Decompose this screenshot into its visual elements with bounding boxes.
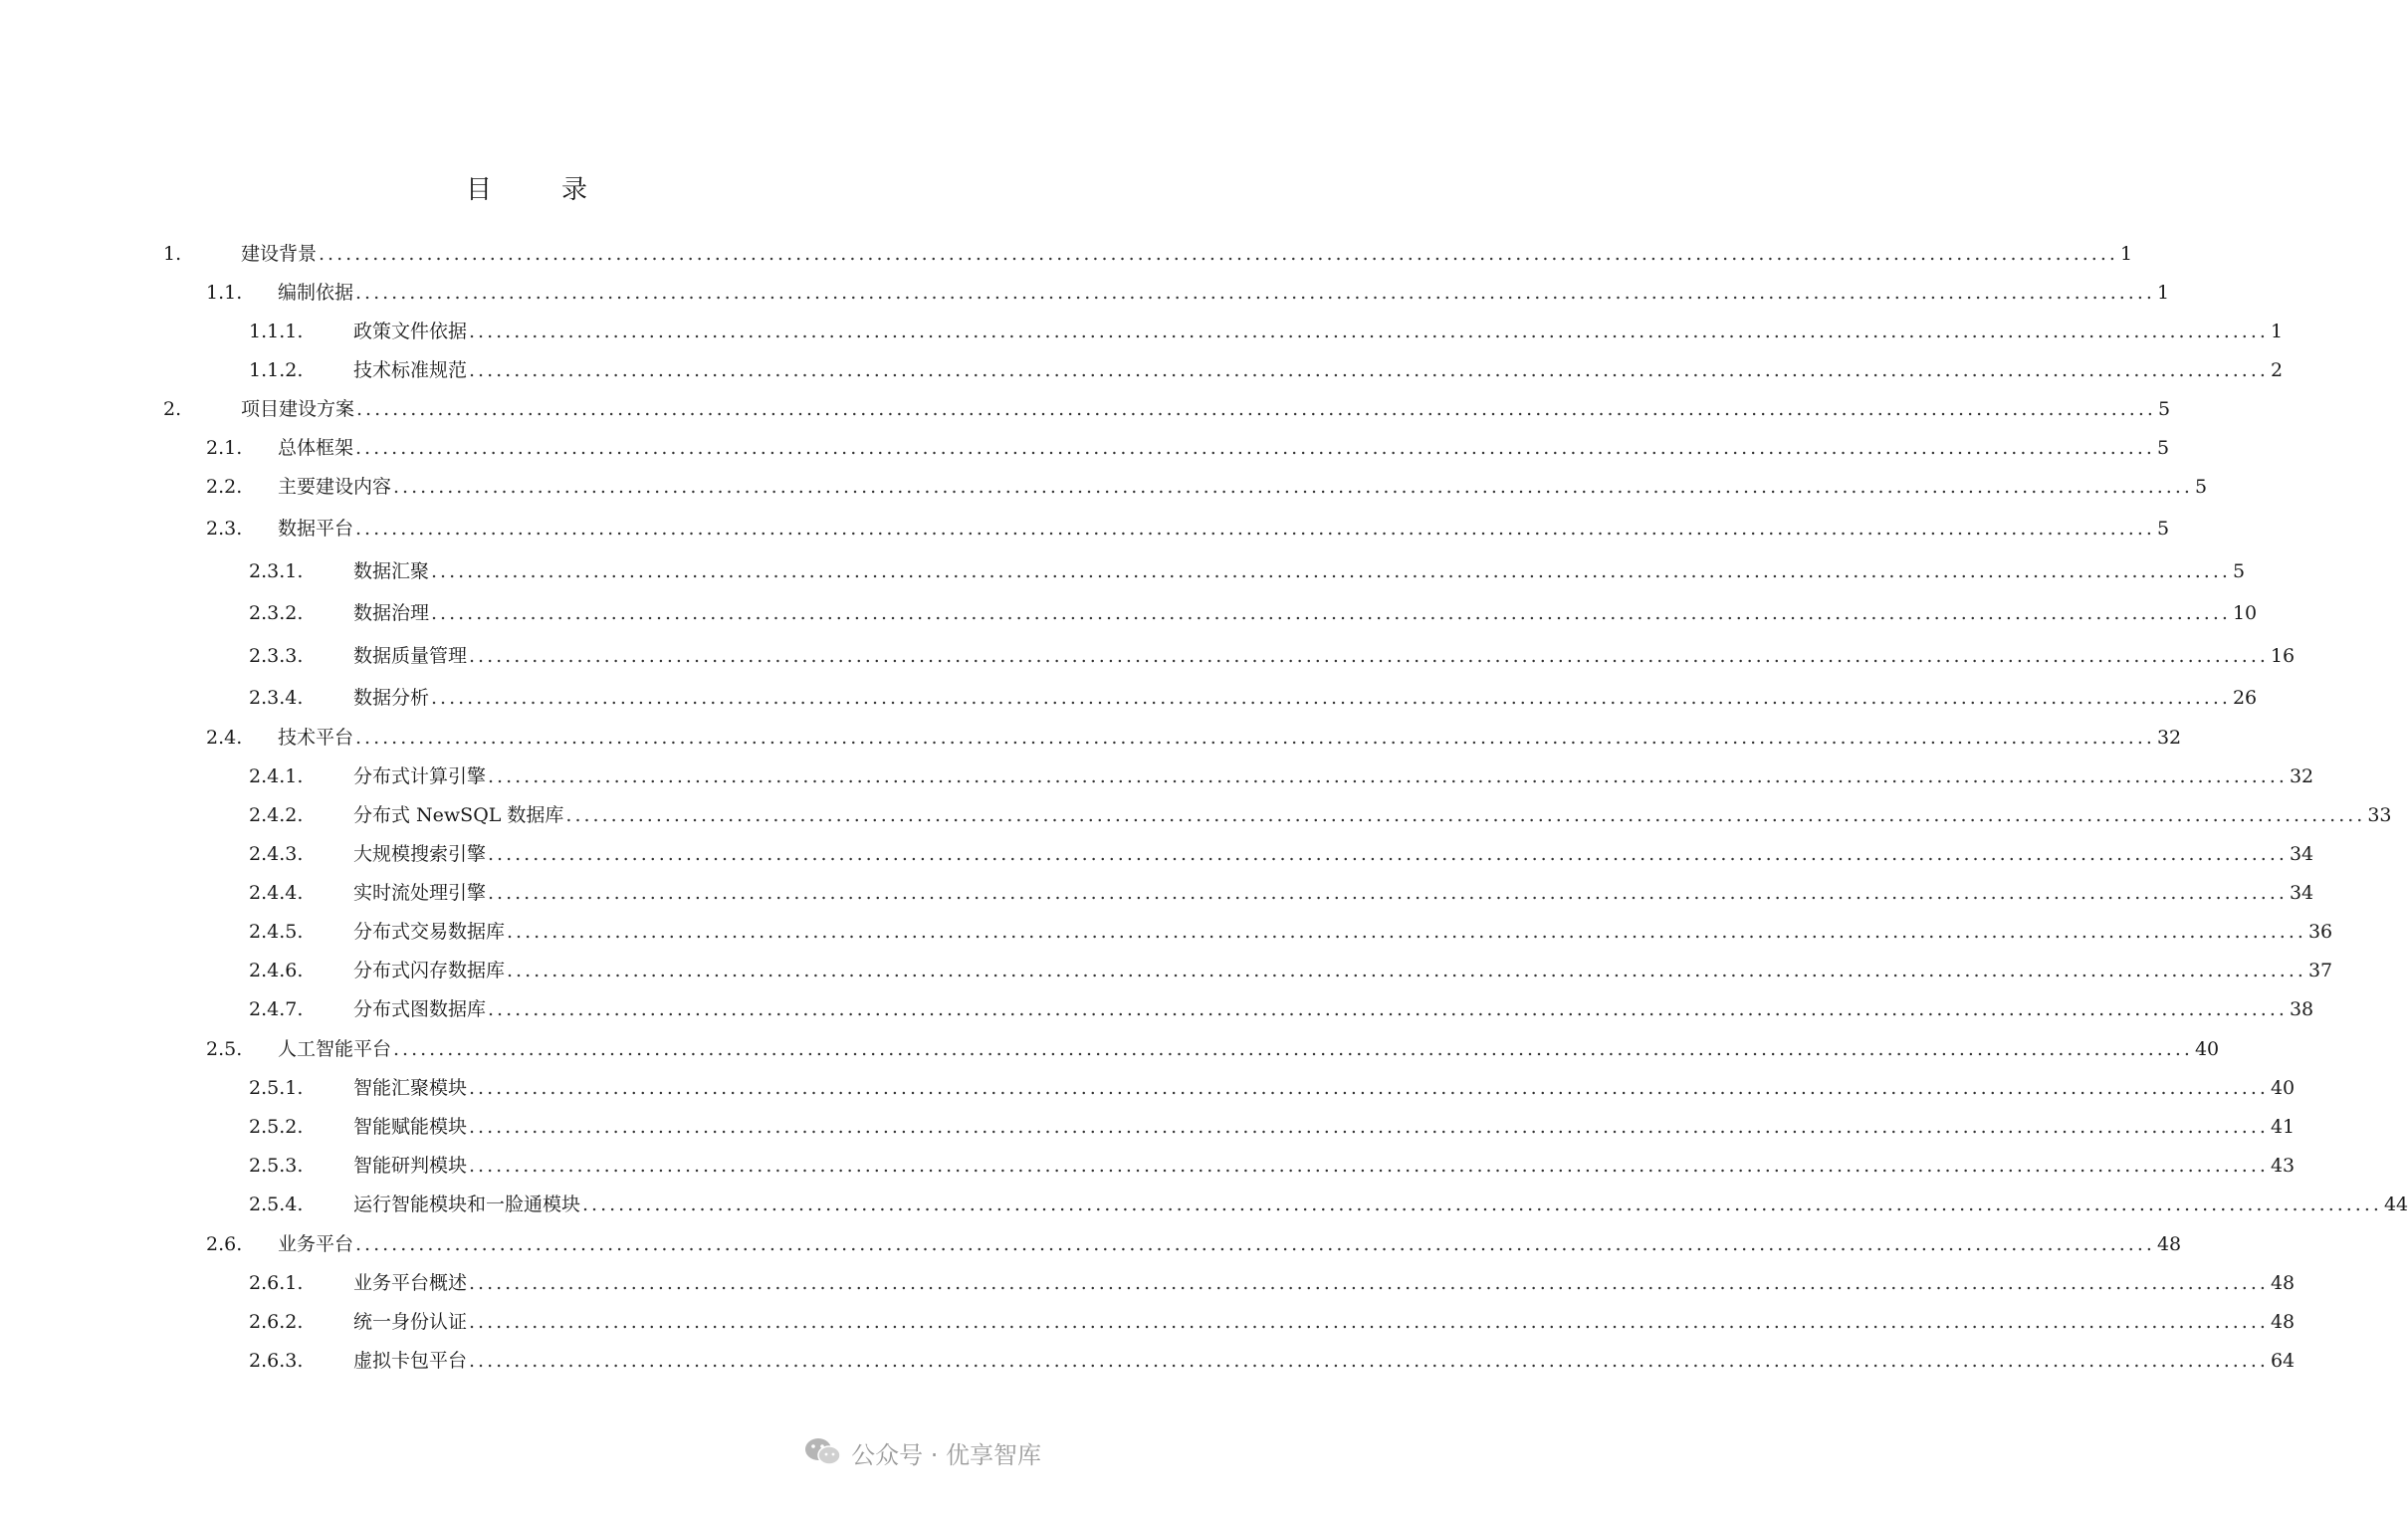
toc-entry[interactable] <box>0 1151 2296 1181</box>
toc-entry-title: 项目建设方案 <box>241 398 355 420</box>
dot-leader: ........................................................................................................................................................................................................ <box>488 882 2288 904</box>
toc-entry-number: 2.4.1. <box>249 765 304 787</box>
toc-entry-title: 实时流处理引擎 <box>353 882 487 904</box>
toc-entry[interactable] <box>0 394 2171 424</box>
toc-entry-title: 人工智能平台 <box>278 1038 392 1060</box>
toc-entry-title: 大规模搜索引擎 <box>353 843 487 865</box>
toc-entry-title: 技术平台 <box>278 727 354 749</box>
toc-entry[interactable] <box>0 472 2208 502</box>
toc-entry-page: 48 <box>2270 1272 2296 1294</box>
toc-entry-page: 40 <box>2270 1077 2296 1099</box>
toc-entry-page: 1 <box>2119 243 2133 265</box>
toc-entry-title: 智能研判模块 <box>353 1155 468 1177</box>
toc-entry[interactable] <box>0 761 2314 791</box>
toc-entry[interactable] <box>0 317 2284 346</box>
toc-entry-title: 分布式计算引擎 <box>353 765 487 787</box>
wechat-icon <box>803 1436 843 1468</box>
toc-entry-title: 数据平台 <box>278 518 354 540</box>
toc-entry-title: 分布式闪存数据库 <box>353 960 506 981</box>
toc-entry-title: 数据分析 <box>353 687 430 709</box>
toc-entry[interactable] <box>0 514 2170 543</box>
dot-leader: ........................................................................................................................................................................................................ <box>507 921 2306 943</box>
toc-entry-number: 2.6. <box>206 1233 243 1255</box>
dot-leader: ........................................................................................................................................................................................................ <box>355 282 2155 304</box>
watermark <box>803 1432 1041 1472</box>
toc-entry[interactable] <box>0 683 2258 713</box>
dot-leader: ........................................................................................................................................................................................................ <box>507 960 2306 981</box>
toc-entry-page: 26 <box>2232 687 2258 709</box>
toc-entry[interactable] <box>0 878 2314 908</box>
toc-entry-page: 5 <box>2156 437 2170 459</box>
toc-entry[interactable] <box>0 239 2133 269</box>
toc-entry[interactable] <box>0 1073 2296 1103</box>
toc-entry-number: 2.3. <box>206 518 243 540</box>
dot-leader: ........................................................................................................................................................................................................ <box>469 1116 2269 1138</box>
toc-entry-title: 编制依据 <box>278 282 354 304</box>
toc-entry-title: 分布式图数据库 <box>353 998 487 1020</box>
dot-leader: ........................................................................................................................................................................................................ <box>469 645 2269 667</box>
toc-entry-title: 政策文件依据 <box>353 321 468 342</box>
toc-entry-page: 41 <box>2270 1116 2296 1138</box>
toc-entry-title: 建设背景 <box>241 243 318 265</box>
toc-entry-title: 数据汇聚 <box>353 560 430 582</box>
toc-entry-number: 2.3.3. <box>249 645 304 667</box>
toc-entry-page: 32 <box>2289 765 2314 787</box>
toc-entry[interactable] <box>0 556 2246 586</box>
dot-leader: ........................................................................................................................................................................................................ <box>356 398 2156 420</box>
toc-entry-number: 2.5.2. <box>249 1116 304 1138</box>
toc-entry-number: 2.3.2. <box>249 602 304 624</box>
toc-entry-number: 2. <box>163 398 182 420</box>
toc-entry[interactable] <box>0 1229 2182 1259</box>
toc-entry-number: 2.5.3. <box>249 1155 304 1177</box>
toc-entry[interactable] <box>0 355 2284 385</box>
dot-leader: ........................................................................................................................................................................................................ <box>469 359 2269 381</box>
toc-entry[interactable] <box>0 1112 2296 1142</box>
toc-entry[interactable] <box>0 1190 2408 1219</box>
toc-entry[interactable] <box>0 1034 2220 1064</box>
toc-entry-title: 业务平台概述 <box>353 1272 468 1294</box>
toc-entry[interactable] <box>0 994 2314 1024</box>
toc-entry-number: 2.4.2. <box>249 804 304 826</box>
toc-entry-page: 1 <box>2270 321 2284 342</box>
toc-entry-page: 5 <box>2157 398 2171 420</box>
toc-entry-page: 34 <box>2289 843 2314 865</box>
dot-leader: ........................................................................................................................................................................................................ <box>355 727 2155 749</box>
toc-entry-page: 37 <box>2307 960 2333 981</box>
toc-entry[interactable] <box>0 1268 2296 1298</box>
toc-entry-number: 2.4.3. <box>249 843 304 865</box>
toc-entry[interactable] <box>0 433 2170 463</box>
toc-entry-page: 33 <box>2367 804 2392 826</box>
toc-entry-number: 2.5.1. <box>249 1077 304 1099</box>
toc-entry-title: 智能赋能模块 <box>353 1116 468 1138</box>
dot-leader: ........................................................................................................................................................................................................ <box>488 765 2288 787</box>
dot-leader: ........................................................................................................................................................................................................ <box>355 437 2155 459</box>
dot-leader: ........................................................................................................................................................................................................ <box>393 1038 2193 1060</box>
toc-entry[interactable] <box>0 917 2333 947</box>
toc-entry-number: 2.4.6. <box>249 960 304 981</box>
toc-entry-title: 虚拟卡包平台 <box>353 1350 468 1372</box>
toc-entry[interactable] <box>0 956 2333 985</box>
dot-leader: ........................................................................................................................................................................................................ <box>355 1233 2155 1255</box>
toc-entry-number: 2.6.3. <box>249 1350 304 1372</box>
toc-entry-number: 2.6.1. <box>249 1272 304 1294</box>
toc-entry-number: 1.1. <box>206 282 243 304</box>
toc-entry-page: 1 <box>2156 282 2170 304</box>
toc-entry-number: 2.5. <box>206 1038 243 1060</box>
dot-leader: ........................................................................................................................................................................................................ <box>431 602 2231 624</box>
toc-entry-page: 2 <box>2270 359 2284 381</box>
toc-entry-title: 分布式交易数据库 <box>353 921 506 943</box>
dot-leader: ........................................................................................................................................................................................................ <box>469 321 2269 342</box>
toc-entry[interactable] <box>0 839 2314 869</box>
watermark-text: 公众号 · 优享智库 <box>851 1440 1041 1469</box>
toc-entry-page: 44 <box>2383 1194 2408 1215</box>
toc-entry-page: 34 <box>2289 882 2314 904</box>
toc-entry-number: 2.1. <box>206 437 243 459</box>
toc-entry[interactable] <box>0 598 2258 628</box>
toc-entry-number: 2.4.5. <box>249 921 304 943</box>
toc-entry-title: 统一身份认证 <box>353 1311 468 1333</box>
toc-entry-number: 1. <box>163 243 182 265</box>
toc-entry-page: 43 <box>2270 1155 2296 1177</box>
toc-entry-number: 2.4.4. <box>249 882 304 904</box>
dot-leader: ........................................................................................................................................................................................................ <box>565 804 2366 826</box>
toc-entry-number: 1.1.1. <box>249 321 304 342</box>
dot-leader: ........................................................................................................................................................................................................ <box>431 560 2231 582</box>
dot-leader: ........................................................................................................................................................................................................ <box>469 1272 2269 1294</box>
toc-entry-page: 5 <box>2156 518 2170 540</box>
toc-entry-page: 38 <box>2289 998 2314 1020</box>
toc-entry-title: 主要建设内容 <box>278 476 392 498</box>
toc-entry[interactable] <box>0 723 2182 753</box>
toc-entry-page: 5 <box>2232 560 2246 582</box>
dot-leader: ........................................................................................................................................................................................................ <box>393 476 2193 498</box>
dot-leader: ........................................................................................................................................................................................................ <box>582 1194 2382 1215</box>
toc-entry-number: 2.6.2. <box>249 1311 304 1333</box>
toc-entry-page: 48 <box>2156 1233 2182 1255</box>
toc-entry-page: 64 <box>2270 1350 2296 1372</box>
toc-entry-title: 数据质量管理 <box>353 645 468 667</box>
toc-entry-number: 2.4. <box>206 727 243 749</box>
toc-entry[interactable] <box>0 641 2296 671</box>
dot-leader: ........................................................................................................................................................................................................ <box>431 687 2231 709</box>
toc-entry[interactable] <box>0 1346 2296 1376</box>
dot-leader: ........................................................................................................................................................................................................ <box>488 843 2288 865</box>
dot-leader: ........................................................................................................................................................................................................ <box>319 243 2118 265</box>
toc-entry-title: 分布式 NewSQL 数据库 <box>353 804 564 826</box>
dot-leader: ........................................................................................................................................................................................................ <box>488 998 2288 1020</box>
dot-leader: ........................................................................................................................................................................................................ <box>469 1077 2269 1099</box>
toc-entry-page: 40 <box>2194 1038 2220 1060</box>
toc-entry-number: 2.5.4. <box>249 1194 304 1215</box>
toc-entry-number: 2.4.7. <box>249 998 304 1020</box>
toc-entry-title: 智能汇聚模块 <box>353 1077 468 1099</box>
toc-entry-number: 2.2. <box>206 476 243 498</box>
toc-entry[interactable] <box>0 1307 2296 1337</box>
dot-leader: ........................................................................................................................................................................................................ <box>469 1155 2269 1177</box>
toc-entry-page: 36 <box>2307 921 2333 943</box>
dot-leader: ........................................................................................................................................................................................................ <box>355 518 2155 540</box>
toc-entry-page: 32 <box>2156 727 2182 749</box>
toc-entry-title: 运行智能模块和一脸通模块 <box>353 1194 581 1215</box>
toc-entry-number: 2.3.1. <box>249 560 304 582</box>
toc-entry-title: 技术标准规范 <box>353 359 468 381</box>
toc-entry-title: 数据治理 <box>353 602 430 624</box>
dot-leader: ........................................................................................................................................................................................................ <box>469 1350 2269 1372</box>
toc-entry-title: 业务平台 <box>278 1233 354 1255</box>
toc-entry-page: 16 <box>2270 645 2296 667</box>
toc-entry-page: 48 <box>2270 1311 2296 1333</box>
toc-entry-number: 1.1.2. <box>249 359 304 381</box>
dot-leader: ........................................................................................................................................................................................................ <box>469 1311 2269 1333</box>
toc-entry-page: 10 <box>2232 602 2258 624</box>
toc-entry-page: 5 <box>2194 476 2208 498</box>
toc-entry[interactable] <box>0 800 2392 830</box>
toc-title: 目 录 <box>465 175 609 205</box>
toc-entry[interactable] <box>0 278 2170 308</box>
toc-entry-title: 总体框架 <box>278 437 354 459</box>
toc-entry-number: 2.3.4. <box>249 687 304 709</box>
